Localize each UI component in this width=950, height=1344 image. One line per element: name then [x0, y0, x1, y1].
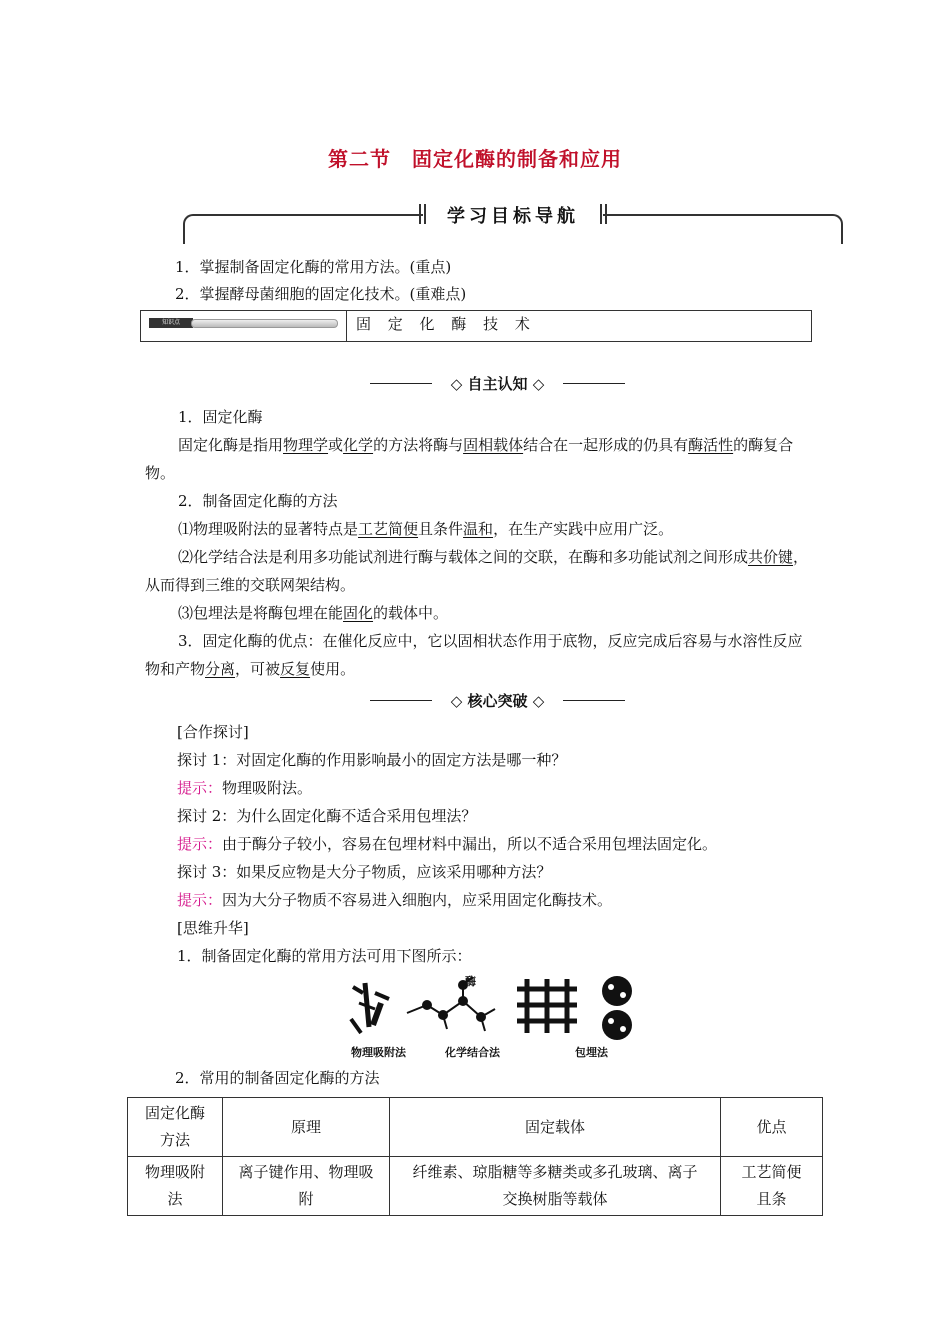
knowledge-box	[140, 310, 812, 342]
question-3: 探讨 3：如果反应物是大分子物质，应该采用哪种方法？	[177, 863, 552, 881]
section2-content	[145, 718, 813, 970]
hint-2: 提示：由于酶分子较小，容易在包埋材料中漏出，所以不适合采用包埋法固定化。	[177, 835, 718, 853]
table-cell: 物理吸附 法	[128, 1157, 223, 1216]
summary-1: 1．制备固定化酶的常用方法可用下图所示：	[177, 947, 472, 965]
embedding-grid-figure	[517, 979, 577, 1033]
method-physical: ⑴物理吸附法的显著特点是工艺简便且条件温和，在生产实践中应用广泛。	[178, 520, 674, 538]
table-row	[128, 1157, 823, 1216]
section1-content	[145, 403, 813, 683]
table-header-cell: 固定化酶 方法	[128, 1098, 223, 1157]
item1-text: 固定化酶是指用物理学或化学的方法将酶与固相载体结合在一起形成的仍具有酶活性的酶复合物。	[145, 436, 794, 482]
diagram-caption-embedding: 包埋法	[575, 1046, 608, 1059]
hint-3: 提示：因为大分子物质不容易进入细胞内，应采用固定化酶技术。	[177, 891, 613, 909]
coop-label: [合作探讨]	[177, 723, 249, 741]
question-2: 探讨 2：为什么固定化酶不适合采用包埋法？	[177, 807, 477, 825]
sublime-label: [思维升华]	[177, 919, 249, 937]
knowledge-tag: 知识点	[149, 318, 193, 328]
item3-advantages: 3．固定化酶的优点：在催化反应中，它以固相状态作用于底物，反应完成后容易与水溶性反应物和产物分离，可被反复使用。	[145, 632, 803, 678]
method-chemical: ⑵化学结合法是利用多功能试剂进行酶与载体之间的交联，在酶和多功能试剂之间形成共价键，从而得到三维的交联网架结构。	[145, 548, 809, 594]
section-heading-2: ◇ 核心突破 ◇	[450, 692, 545, 710]
table-cell: 离子键作用、物理吸 附	[223, 1157, 390, 1216]
knowledge-tag-bar	[191, 319, 338, 328]
question-1: 探讨 1：对固定化酶的作用影响最小的固定方法是哪一种？	[177, 751, 567, 769]
methods-table	[127, 1097, 823, 1216]
summary-2: 2．常用的制备固定化酶的方法	[175, 1069, 380, 1087]
banner-label: 学习目标导航	[423, 202, 603, 228]
hint-1: 提示：物理吸附法。	[177, 779, 313, 797]
table-header-cell: 原理	[223, 1098, 390, 1157]
table-header-cell: 固定载体	[390, 1098, 721, 1157]
learning-goals-banner	[183, 208, 843, 244]
objective-2: 2．掌握酵母菌细胞的固定化技术。(重难点)	[175, 285, 467, 303]
section-heading-1: ◇ 自主认知 ◇	[450, 375, 545, 393]
chemical-binding-figure	[407, 977, 495, 1031]
objective-1: 1．掌握制备固定化酶的常用方法。(重点)	[175, 258, 452, 276]
item1-title: 1．固定化酶	[178, 408, 263, 426]
knowledge-tag-cell	[141, 311, 347, 341]
enzyme-methods-diagram	[345, 975, 645, 1065]
knowledge-topic: 固 定 化 酶 技 术	[356, 315, 536, 333]
section-divider-1	[370, 373, 625, 394]
page-title: 第二节 固定化酶的制备和应用	[328, 147, 622, 171]
diagram-svg	[345, 975, 645, 1045]
item2-title: 2．制备固定化酶的方法	[178, 492, 338, 510]
table-cell: 纤维素、琼脂糖等多糖类或多孔玻璃、离子 交换树脂等载体	[390, 1157, 721, 1216]
section-divider-2	[370, 690, 625, 711]
table-cell: 工艺简便 且条	[721, 1157, 823, 1216]
diagram-caption-chemical: 化学结合法	[445, 1046, 500, 1059]
table-header-cell: 优点	[721, 1098, 823, 1157]
diagram-enzyme-label: 酶	[465, 975, 476, 988]
physical-adsorption-figure	[351, 983, 389, 1033]
method-embedding: ⑶包埋法是将酶包埋在能固化的载体中。	[178, 604, 449, 622]
table-header-row	[128, 1098, 823, 1157]
diagram-caption-physical: 物理吸附法	[351, 1046, 406, 1059]
embedding-bead-figures	[602, 976, 632, 1040]
